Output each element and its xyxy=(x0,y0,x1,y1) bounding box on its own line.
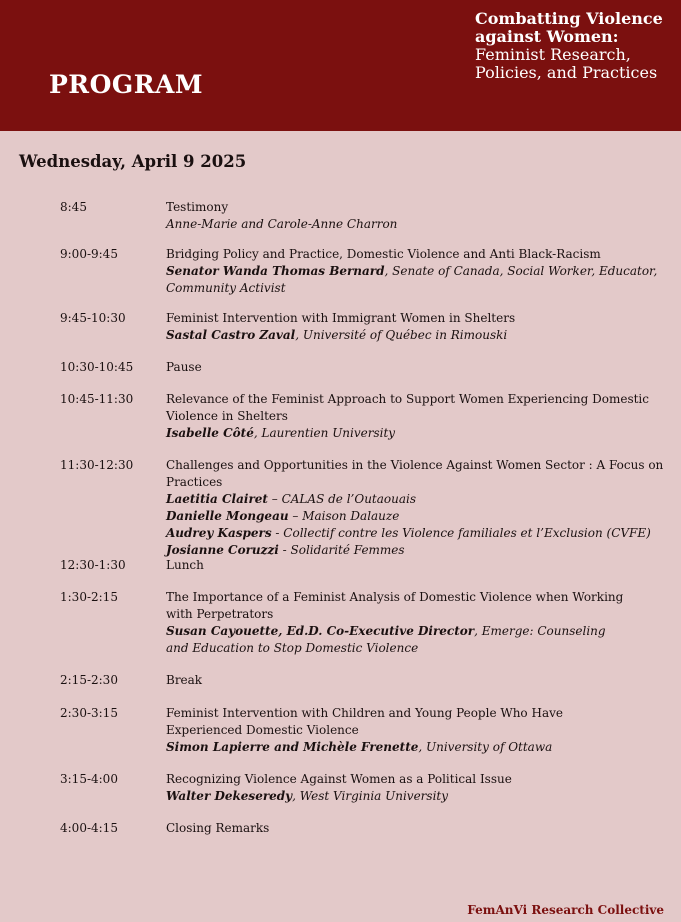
session-time: 10:45-11:30 xyxy=(60,392,134,406)
speaker-affiliation: – CALAS de l’Outaouais xyxy=(267,492,416,506)
session-title: Relevance of the Feminist Approach to Support Women Experiencing Domestic Violence in Shelters xyxy=(166,392,649,423)
session-title: Closing Remarks xyxy=(166,821,270,835)
speaker-affiliation: Anne-Marie and Carole-Anne Charron xyxy=(166,217,398,231)
day-heading: Wednesday, April 9 2025 xyxy=(19,152,247,171)
session-title: Lunch xyxy=(166,558,204,572)
speaker-name: Danielle Mongeau xyxy=(166,509,289,523)
session-time: 9:45-10:30 xyxy=(60,311,126,325)
session-time: 2:15-2:30 xyxy=(60,673,118,687)
speaker-affiliation: - Solidarité Femmes xyxy=(278,543,405,557)
session-title: The Importance of a Feminist Analysis of Domestic Violence when Working with Perpetrators xyxy=(166,590,624,621)
session-title: Break xyxy=(166,673,203,687)
speaker-affiliation: , West Virginia University xyxy=(292,789,449,803)
session-speaker xyxy=(166,739,616,756)
session-speaker xyxy=(166,327,676,344)
session-content xyxy=(166,359,676,376)
event-title-rest: Feminist Research, Policies, and Practices xyxy=(475,45,658,82)
speaker-name: Senator Wanda Thomas Bernard xyxy=(166,264,385,278)
session-content xyxy=(166,246,666,297)
session-title: Pause xyxy=(166,360,202,374)
speaker-affiliation: , Université of Québec in Rimouski xyxy=(295,328,508,342)
speaker-affiliation: – Maison Dalauze xyxy=(288,509,400,523)
speaker-name: Susan Cayouette, Ed.D. Co-Executive Director xyxy=(166,624,475,638)
speaker-affiliation: , University of Ottawa xyxy=(418,740,553,754)
speaker-name: Audrey Kaspers xyxy=(166,526,272,540)
speaker-name: Isabelle Côté xyxy=(166,426,254,440)
session-speaker xyxy=(166,263,666,297)
event-title xyxy=(475,10,675,82)
session-title: Feminist Intervention with Immigrant Women in Shelters xyxy=(166,311,516,325)
session-content xyxy=(166,457,676,559)
session-time: 2:30-3:15 xyxy=(60,706,118,720)
speaker-affiliation: , Laurentien University xyxy=(253,426,396,440)
header-banner xyxy=(0,0,681,131)
session-speaker xyxy=(166,216,676,233)
session-title: Feminist Intervention with Children and Young People Who Have Experienced Domestic Violence xyxy=(166,706,563,737)
session-speaker xyxy=(166,525,676,542)
session-time: 4:00-4:15 xyxy=(60,821,118,835)
session-speaker xyxy=(166,508,676,525)
speaker-name: Walter Dekeseredy xyxy=(166,789,293,803)
speaker-affiliation: , Emerge: Counseling and Education to Stop Domestic Violence xyxy=(166,624,606,655)
footer-credit: FemAnVi Research Collective xyxy=(467,903,664,917)
session-time: 8:45 xyxy=(60,200,87,214)
session-time: 10:30-10:45 xyxy=(60,360,134,374)
session-content xyxy=(166,589,626,657)
session-time: 1:30-2:15 xyxy=(60,590,118,604)
session-content xyxy=(166,672,676,689)
speaker-name: Josianne Coruzzi xyxy=(166,543,279,557)
session-speaker xyxy=(166,788,676,805)
session-speaker xyxy=(166,491,676,508)
session-content xyxy=(166,820,676,837)
event-title-bold: Combatting Violence against Women: xyxy=(475,9,663,46)
session-speaker xyxy=(166,425,676,442)
session-title: Challenges and Opportunities in the Violence Against Women Sector : A Focus on Practices xyxy=(166,458,664,489)
speaker-affiliation: - Collectif contre les Violence familiales et l’Exclusion (CVFE) xyxy=(271,526,651,540)
speaker-name: Laetitia Clairet xyxy=(166,492,268,506)
speaker-name: Sastal Castro Zaval xyxy=(166,328,296,342)
session-content xyxy=(166,771,676,805)
session-time: 9:00-9:45 xyxy=(60,247,118,261)
session-title: Bridging Policy and Practice, Domestic Violence and Anti Black-Racism xyxy=(166,247,601,261)
session-time: 11:30-12:30 xyxy=(60,458,134,472)
session-content xyxy=(166,310,676,344)
session-time: 12:30-1:30 xyxy=(60,558,126,572)
session-time: 3:15-4:00 xyxy=(60,772,118,786)
session-speaker xyxy=(166,623,626,657)
session-content xyxy=(166,557,676,574)
speaker-affiliation: , Senate of Canada, Social Worker, Educator, Community Activist xyxy=(166,264,658,295)
session-content xyxy=(166,705,616,756)
program-heading: PROGRAM xyxy=(49,70,204,99)
speaker-name: Simon Lapierre and Michèle Frenette xyxy=(166,740,419,754)
session-title: Recognizing Violence Against Women as a Political Issue xyxy=(166,772,512,786)
session-content xyxy=(166,391,676,442)
session-content xyxy=(166,199,676,233)
session-title: Testimony xyxy=(166,200,229,214)
